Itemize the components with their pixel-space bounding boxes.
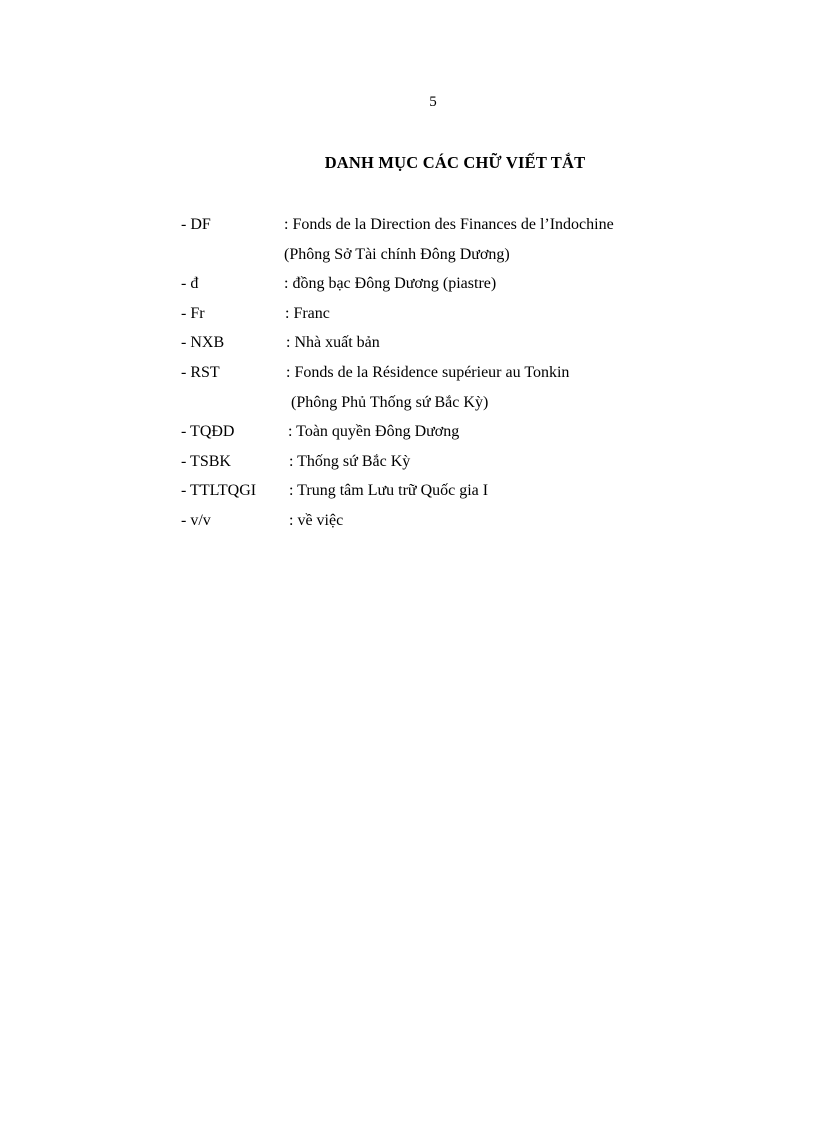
- abbreviation-row: [181, 358, 781, 388]
- abbreviation-definition-continuation: (Phông Phủ Thống sứ Bắc Kỳ): [291, 393, 489, 411]
- abbreviation-definition: : Fonds de la Direction des Finances de l’Indochine: [284, 216, 614, 233]
- abbreviation-term: - NXB: [181, 334, 225, 352]
- abbreviation-term: - RST: [181, 363, 220, 381]
- abbreviation-row: [181, 476, 781, 506]
- abbreviation-row: [181, 447, 781, 477]
- abbreviation-row: [181, 506, 781, 536]
- abbreviation-term: - TTLTQGI: [181, 482, 257, 500]
- abbreviation-list: [181, 210, 781, 536]
- abbreviation-definition: : Fonds de la Résidence supérieur au Tonkin: [286, 363, 570, 381]
- abbreviation-term: - DF: [181, 216, 211, 233]
- abbreviation-definition: : Nhà xuất bản: [286, 334, 380, 352]
- abbreviation-term: - đ: [181, 275, 199, 293]
- abbreviation-term: - TQĐD: [181, 423, 235, 441]
- abbreviation-row: [181, 269, 781, 299]
- abbreviation-definition: : đồng bạc Đông Dương (piastre): [284, 275, 497, 293]
- abbreviation-continuation-row: [181, 240, 781, 270]
- abbreviation-term: - Fr: [181, 304, 205, 322]
- abbreviation-row: [181, 417, 781, 447]
- abbreviation-definition: : về việc: [289, 511, 344, 529]
- abbreviation-term: - v/v: [181, 511, 211, 529]
- abbreviation-definition: : Thống sứ Bắc Kỳ: [289, 452, 411, 470]
- page-title: DANH MỤC CÁC CHỮ VIẾT TẮT: [324, 153, 586, 172]
- abbreviation-row: [181, 328, 781, 358]
- abbreviation-row: [181, 210, 781, 240]
- abbreviation-definition: : Franc: [285, 304, 330, 322]
- page-number: 5: [429, 94, 437, 110]
- abbreviation-definition: : Trung tâm Lưu trữ Quốc gia I: [289, 482, 489, 500]
- abbreviation-term: - TSBK: [181, 452, 231, 470]
- abbreviation-definition: : Toàn quyền Đông Dương: [288, 423, 460, 441]
- abbreviation-row: [181, 299, 781, 329]
- abbreviation-continuation-row: [181, 388, 781, 418]
- abbreviation-definition-continuation: (Phông Sở Tài chính Đông Dương): [284, 245, 510, 263]
